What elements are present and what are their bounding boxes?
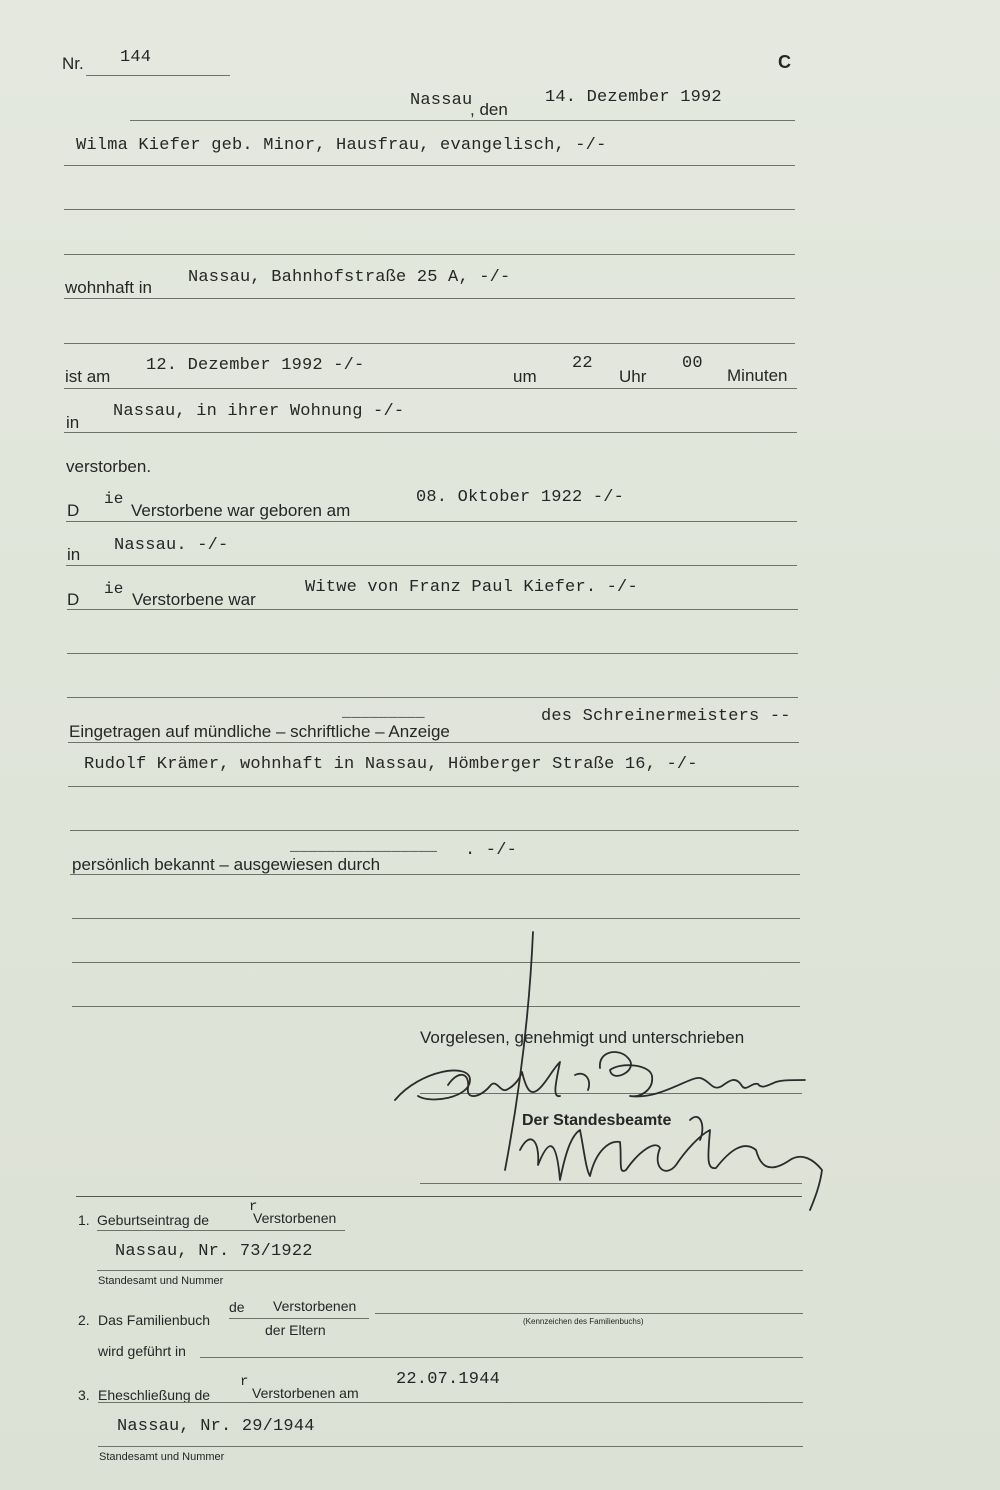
item3-date: 22.07.1944 xyxy=(396,1370,501,1389)
rule-blank-2 xyxy=(64,254,795,255)
item1-value-rule xyxy=(97,1270,803,1271)
item2-split-rule xyxy=(229,1318,369,1319)
item3-number: 3. xyxy=(78,1387,90,1403)
ist-am-label: ist am xyxy=(65,367,111,386)
item2-kennzeichen: (Kennzeichen des Familienbuchs) xyxy=(523,1317,644,1326)
in-label-1: in xyxy=(66,413,80,432)
item2-de: de xyxy=(229,1299,245,1315)
item1-caption: Standesamt und Nummer xyxy=(98,1275,224,1287)
rule-death-date xyxy=(64,388,797,389)
minuten-label: Minuten xyxy=(727,366,788,385)
item2-verstorbenen: Verstorbenen xyxy=(273,1298,357,1314)
ie-suffix-2: ie xyxy=(104,580,124,598)
item1-sup: r xyxy=(249,1199,258,1215)
rule-address xyxy=(64,298,795,299)
rule-blank-5 xyxy=(67,697,798,698)
date-rule xyxy=(130,120,795,121)
verstorben-label: verstorben. xyxy=(66,457,152,476)
bekannt-value: . -/- xyxy=(465,841,518,860)
item3-label2: Verstorbenen am xyxy=(252,1385,359,1401)
item3-sup: r xyxy=(240,1374,249,1390)
hour-value: 22 xyxy=(572,354,593,373)
minute-value: 00 xyxy=(682,354,703,373)
um-label: um xyxy=(513,367,537,386)
eingetragen-label: Eingetragen auf mündliche – schriftliche – Anzeige xyxy=(69,722,450,741)
item2-number: 2. xyxy=(78,1312,90,1328)
item2-kennzeichen-rule xyxy=(375,1313,803,1314)
name-line: Wilma Kiefer geb. Minor, Hausfrau, evangelisch, -/- xyxy=(76,136,607,155)
item1-label: Geburtseintrag de xyxy=(97,1212,210,1228)
rule-blank-3 xyxy=(64,343,795,344)
wohnhaft-label: wohnhaft in xyxy=(65,278,152,297)
death-date-value: 12. Dezember 1992 -/- xyxy=(146,356,365,375)
in-label-2: in xyxy=(67,545,81,564)
rule-birth-date xyxy=(66,521,797,522)
rule-signature-1 xyxy=(420,1093,802,1094)
nr-rule xyxy=(86,75,230,76)
nr-value: 144 xyxy=(120,48,152,67)
item1-label2: Verstorbenen xyxy=(253,1210,337,1226)
d-label-2: D xyxy=(67,590,80,609)
marital-value: Witwe von Franz Paul Kiefer. -/- xyxy=(305,578,638,597)
rule-blank-9 xyxy=(72,1006,800,1007)
bekannt-label: persönlich bekannt – ausgewiesen durch xyxy=(72,855,381,874)
item3-label-rule xyxy=(98,1402,803,1403)
address-value: Nassau, Bahnhofstraße 25 A, -/- xyxy=(188,268,511,287)
rule-informant-2 xyxy=(68,786,799,787)
born-label: Verstorbene war geboren am xyxy=(131,501,351,520)
den-label: , den xyxy=(470,100,508,119)
war-label: Verstorbene war xyxy=(132,590,256,609)
strike-mark-1: _________ xyxy=(342,704,425,721)
rule-blank-8 xyxy=(72,962,800,963)
rule-name xyxy=(64,165,795,166)
official-signature xyxy=(520,1130,822,1210)
rule-bekannt xyxy=(70,874,800,875)
ie-suffix-1: ie xyxy=(104,490,124,508)
rule-birth-place xyxy=(66,565,797,566)
vorgelesen-label: Vorgelesen, genehmigt und unterschrieben xyxy=(420,1028,745,1047)
strike-mark-2: ________________ xyxy=(290,838,438,855)
nr-label: Nr. xyxy=(62,54,84,73)
item3-value: Nassau, Nr. 29/1944 xyxy=(117,1417,315,1436)
rule-informant-1 xyxy=(68,742,799,743)
item3-caption: Standesamt und Nummer xyxy=(99,1451,225,1463)
item3-value-rule xyxy=(98,1446,803,1447)
footer-separator xyxy=(76,1196,802,1197)
rule-signature-2 xyxy=(420,1183,802,1184)
informant-line-2: Rudolf Krämer, wohnhaft in Nassau, Hömberger Straße 16, -/- xyxy=(84,755,698,774)
standesbeamte-label: Der Standesbeamte xyxy=(522,1112,672,1129)
rule-blank-7 xyxy=(72,918,800,919)
date-value: 14. Dezember 1992 xyxy=(545,88,722,107)
informant-line-1: des Schreinermeisters -- xyxy=(541,707,791,726)
death-place-value: Nassau, in ihrer Wohnung -/- xyxy=(113,402,405,421)
item1-number: 1. xyxy=(78,1212,90,1228)
form-letter: C xyxy=(778,52,791,72)
rule-marital xyxy=(67,609,798,610)
uhr-label: Uhr xyxy=(619,367,647,386)
rule-blank-4 xyxy=(67,653,798,654)
rule-blank-6 xyxy=(70,830,799,831)
item2-eltern: der Eltern xyxy=(265,1322,326,1338)
item1-label-rule xyxy=(97,1230,345,1231)
rule-blank-1 xyxy=(64,209,795,210)
birth-place-value: Nassau. -/- xyxy=(114,536,229,555)
item2-wird: wird geführt in xyxy=(98,1343,186,1359)
item1-value: Nassau, Nr. 73/1922 xyxy=(115,1242,313,1261)
item2-wird-rule xyxy=(200,1357,803,1358)
d-label-1: D xyxy=(67,501,80,520)
rule-death-place xyxy=(64,432,797,433)
official-signature-stroke xyxy=(505,932,533,1170)
item2-label: Das Familienbuch xyxy=(98,1312,211,1328)
birth-date-value: 08. Oktober 1922 -/- xyxy=(416,488,625,507)
item3-label: Eheschließung de xyxy=(98,1387,211,1403)
place-value: Nassau xyxy=(410,91,473,110)
